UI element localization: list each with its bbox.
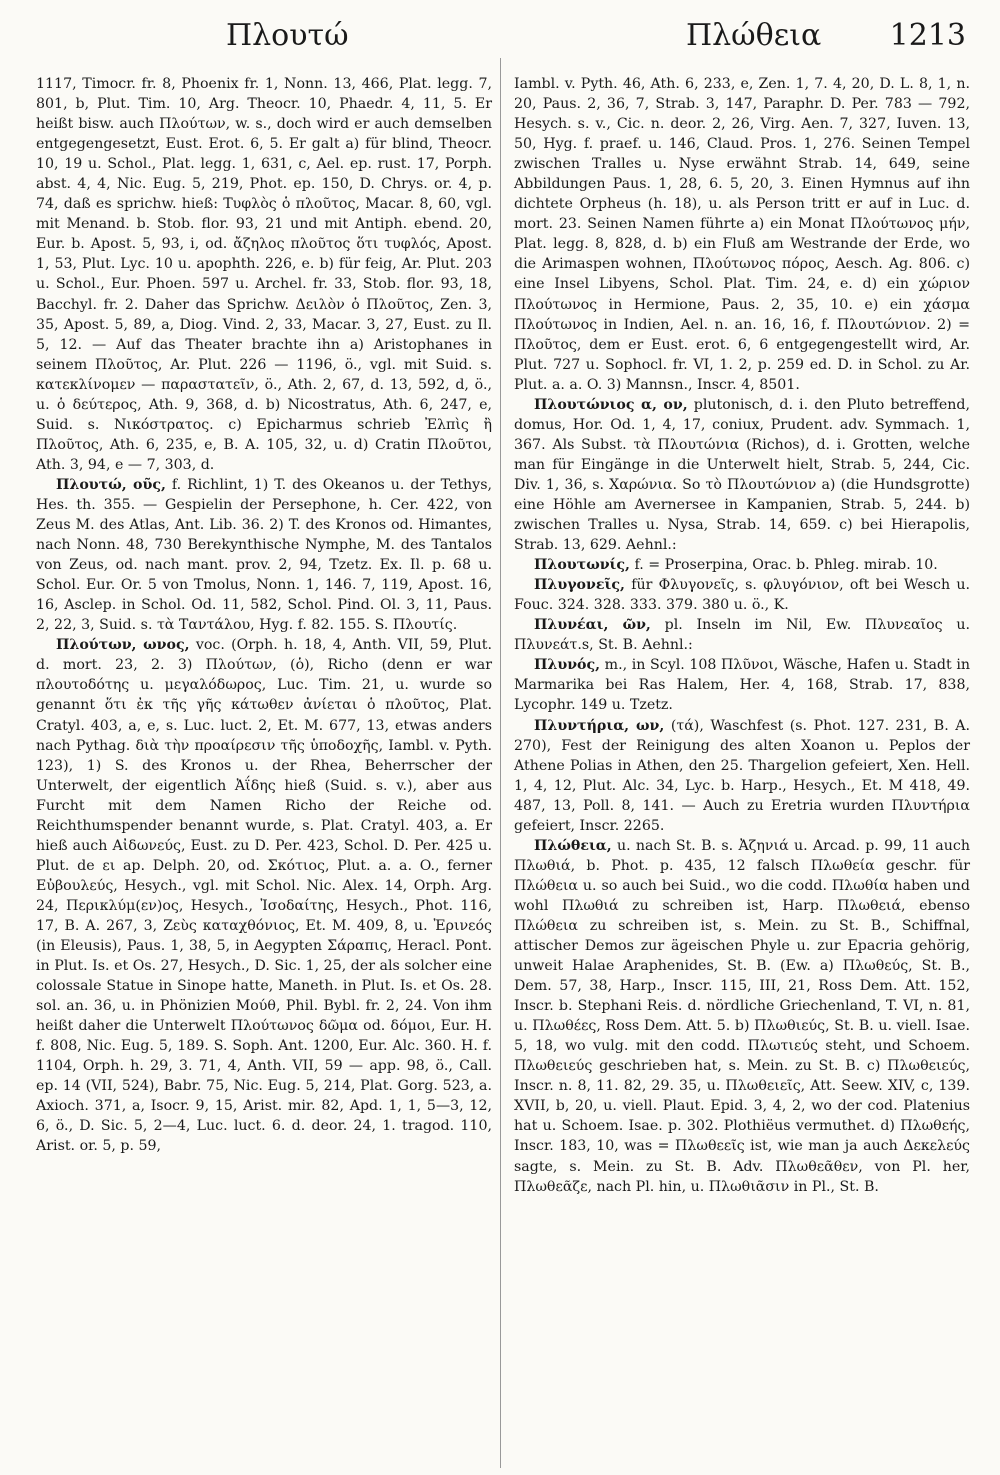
entry-text: für Φλυγονεῖς, s. φλυγόνιον, oft bei Wesch u. Fouc. 324. 328. 333. 379. 380 u. ö., K. xyxy=(514,577,970,614)
running-head-left: Πλουτώ xyxy=(226,18,349,53)
left-column xyxy=(36,74,492,1197)
dictionary-entry xyxy=(36,475,492,635)
running-head-right: Πλώθεια xyxy=(686,18,822,53)
entry-text: voc. (Orph. h. 18, 4, Anth. VII, 59, Plut. d. mort. 23, 2. 3) Πλούτων, (ὁ), Richo (denn er war πλουτοδότης u. μεγαλόδωρος, Luc. Tim. 21, u. wurde so genannt ὅτι ἐκ τῆς γῆς κάτωθεν ἀνίεται ὁ πλοῦτος, Plat. Cratyl. 403, a, e, s. Luc. luct. 2, Et. M. 677, 13, etwas anders nach Pythag. διὰ τὴν προαίρεσιν τῆς ὑποδοχῆς, Iambl. v. Pyth. 123), 1) S. des Kronos u. der Rhea, Beherrscher der Unterwelt, der eigentlich Ἀΐδης hieß (Suid. s. v.), aber aus Furcht mit dem Namen Richo der Reiche od. Reichthumspender benannt wurde, s. Plat. Cratyl. 403, a. Er hieß auch Αἰδωνεύς, Eust. zu D. Per. 423, Schol. D. Per. 425 u. Plut. de ει ap. Delph. 20, od. Σκότιος, Plut. a. a. O., ferner Εὐβουλεύς, Hesych., vgl. mit Schol. Nic. Alex. 14, Orph. Arg. 24, Περικλύμ(εν)ος, Hesych., Ἰσοδαίτης, Hesych., Phot. 116, 17, B. A. 267, 3, Ζεὺς καταχθόνιος, Et. M. 409, 8, u. Ἐρινεός (in Eleusis), Paus. 1, 38, 5, in Aegypten Σάραπις, Heracl. Pont. in Plut. Is. et Os. 27, Hesych., D. Sic. 1, 25, der als solcher eine colossale Statue in Sinope hatte, Maneth. in Plut. Is. et Os. 28. sol. an. 36, u. in Phönizien Μούθ, Phil. Bybl. fr. 2, 24. Von ihm heißt daher die Unterwelt Πλούτωνος δῶμα od. δόμοι, Eur. H. f. 808, Nic. Eug. 5, 189. S. Soph. Ant. 1200, Eur. Alc. 360. H. f. 1104, Orph. h. 29, 3. 71, 4, Anth. VII, 59 — app. 98, ö., Call. ep. 14 (VII, 524), Babr. 75, Nic. Eug. 5, 214, Plat. Gorg. 523, a. Axioch. 371, a, Isocr. 9, 15, Arist. mir. 82, Apd. 1, 1, 5—3, 12, 6, ö., D. Sic. 5, 2—4, Luc. luct. 6. d. deor. 24, 1. tragod. 110, Arist. or. 5, p. 59, xyxy=(36,637,493,1155)
dictionary-entry xyxy=(514,836,970,1197)
entry-text: plutonisch, d. i. den Pluto betreffend, domus, Hor. Od. 1, 4, 17, coniux, Prudent. adv. Symmach. 1, 367. Als Subst. τὰ Πλουτώνια (Richos), d. i. Grotten, welche man für Eingänge in die Unterwelt hielt, Strab. 5, 244, Cic. Div. 1, 36, s. Χαρώνια. So τὸ Πλουτώνιον a) (die Hundsgrotte) eine Höhle am Avernersee in Kampanien, Strab. 5, 244. b) zwischen Tralles u. Nysa, Strab. 14, 659. c) bei Hierapolis, Strab. 13, 629. Aehnl.: xyxy=(514,396,971,554)
dictionary-entry xyxy=(514,74,970,395)
entry-text: m., in Scyl. 108 Πλῦνοι, Wäsche, Hafen u. Stadt in Marmarika bei Ras Halem, Her. 4, 168, Strab. 17, 838, Lycophr. 149 u. Tzetz. xyxy=(514,657,970,714)
column-divider xyxy=(500,58,501,1468)
dictionary-entry xyxy=(36,635,492,1156)
entry-headword: Πλουτώ, οῦς, xyxy=(56,476,166,493)
entry-headword: Πλυντήρια, ων, xyxy=(534,717,665,734)
entry-headword: Πλουτώνιος α, ον, xyxy=(534,396,688,413)
entry-text: f. Richlint, 1) T. des Okeanos u. der Tethys, Hes. th. 355. — Gespielin der Persephone, h. Cer. 422, von Zeus M. des Atlas, Ant. Lib. 36. 2) T. des Kronos od. Himantes, nach Nonn. 48, 730 Berekynthische Nymphe, M. des Tantalos von Zeus, od. nach mant. prov. 2, 94, Tzetz. Ex. Il. p. 68 u. Schol. Eur. Or. 5 von Tmolus, Nonn. 1, 146. 7, 119, Apost. 16, 16, Asclep. in Schol. Od. 11, 582, Schol. Pind. Ol. 3, 11, Paus. 2, 22, 3, Suid. s. τὰ Ταντάλου, Hyg. f. 82. 155. S. Πλουτίς. xyxy=(36,476,492,634)
entry-headword: Πλώθεια, xyxy=(534,837,612,854)
dictionary-entry xyxy=(514,395,970,555)
dictionary-entry xyxy=(36,74,492,475)
entry-text: f. = Proserpina, Orac. b. Phleg. mirab. 10. xyxy=(630,557,938,574)
dictionary-entry xyxy=(514,615,970,655)
entry-headword: Πλυγονεῖς, xyxy=(534,577,625,594)
entry-headword: Πλυνέαι, ῶν, xyxy=(534,617,651,634)
entry-headword: Πλούτων, ωνος, xyxy=(56,637,190,654)
dictionary-entry xyxy=(514,575,970,615)
dictionary-entry xyxy=(514,555,970,575)
entry-text: Iambl. v. Pyth. 46, Ath. 6, 233, e, Zen. 1, 7. 4, 20, D. L. 8, 1, n. 20, Paus. 2, 36, 7, Strab. 3, 147, Paraphr. D. Per. 783 — 792, Hesych. s. v., Cic. n. deor. 2, 26, Virg. Aen. 7, 327, Iuven. 13, 50, Hyg. f. praef. u. 146, Claud. Pros. 1, 276. Seinen Tempel zwischen Tralles u. Nyse erwähnt Strab. 14, 649, seine Abbildungen Paus. 1, 28, 6. 5, 20, 3. Einen Hymnus auf ihn dichtete Orpheus (h. 18), u. als Person tritt er auf in Luc. d. mort. 23. Seinen Namen führte a) ein Monat Πλούτωνος μήν, Plat. legg. 8, 828, d. b) ein Fluß am Westrande der Erde, wo die Arimaspen wohnen, Πλούτωνος πόρος, Aesch. Ag. 806. c) eine Insel Libyens, Schol. Plat. Tim. 24, e. d) ein χώριον Πλούτωνος in Hermione, Paus. 2, 35, 10. e) ein χάσμα Πλούτωνος in Indien, Ael. n. an. 16, 16, f. Πλουτώνιον. 2) = Πλοῦτος, dem er Eust. erot. 6, 6 entgegengestellt wird, Ar. Plut. 727 u. Sophocl. fr. VI, 1. 2, p. 259 ed. D. in Schol. zu Ar. Plut. a. a. O. 3) Mannsn., Inscr. 4, 8501. xyxy=(514,76,970,393)
page-header xyxy=(36,14,970,58)
entry-text: pl. Inseln im Nil, Ew. Πλυνεαῖος u. Πλυνεάτ.s, St. B. Aehnl.: xyxy=(514,617,970,654)
entry-text: 1117, Timocr. fr. 8, Phoenix fr. 1, Nonn. 13, 466, Plat. legg. 7, 801, b, Plut. Tim. 10, Arg. Theocr. 10, Phaedr. 4, 11, 5. Er heißt bisw. auch Πλούτων, w. s., doch wird er auch demselben entgegengesetzt, Eust. Erot. 6, 5. Er galt a) für blind, Theocr. 10, 19 u. Schol., Plat. legg. 1, 631, c, Ael. ep. rust. 17, Porph. abst. 4, 4, Nic. Eug. 5, 219, Phot. ep. 150, D. Chrys. or. 4, p. 74, daß es sprichw. hieß: Τυφλὸς ὁ πλοῦτος, Macar. 8, 60, vgl. mit Menand. b. Stob. flor. 93, 21 und mit Antiph. ebend. 20, Eur. b. Apost. 5, 93, i, od. ἄζηλος πλοῦτος ὅτι τυφλός, Apost. 1, 53, Plut. Lyc. 10 u. apophth. 226, e. b) für feig, Ar. Plut. 203 u. Schol., Eur. Phoen. 597 u. Archel. fr. 33, Stob. flor. 93, 18, Bacchyl. fr. 2. Daher das Sprichw. Δειλὸν ὁ Πλοῦτος, Zen. 3, 35, Apost. 5, 89, a, Diog. Vind. 2, 33, Macar. 3, 27, Eust. zu Il. 5, 12. — Auf das Theater brachte ihn a) Aristophanes in seinem Πλοῦτος, Ar. Plut. 226 — 1196, ö., vgl. mit Suid. s. κατεκλίνομεν — παραστατεῖν, ö., Ath. 2, 67, d. 13, 592, d, ö., u. ὁ δεύτερος, Ath. 9, 368, d. b) Nicostratus, Ath. 6, 247, e, Suid. s. Νικόστρατος. c) Epicharmus schrieb Ἐλπὶς ἢ Πλοῦτος, Ath. 6, 235, e, B. A. 105, 32, u. d) Cratin Πλοῦτοι, Ath. 3, 94, e — 7, 303, d. xyxy=(36,76,492,473)
dictionary-entry xyxy=(514,716,970,836)
entry-headword: Πλυνός, xyxy=(534,657,601,674)
entry-headword: Πλουτωνίς, xyxy=(534,557,630,574)
entry-text: (τά), Waschfest (s. Phot. 127. 231, B. A. 270), Fest der Reinigung des alten Xoanon u. Peplos der Athene Polias in Athen, den 25. Thargelion gefeiert, Xen. Hell. 1, 4, 12, Plut. Alc. 34, Lyc. b. Harp., Hesych., Et. M 418, 49. 487, 13, Poll. 8, 141. — Auch zu Eretria wurden Πλυντήρια gefeiert, Inscr. 2265. xyxy=(514,717,970,834)
right-column xyxy=(514,74,970,1197)
entry-text: u. nach St. B. s. Ἀζηνιά u. Arcad. p. 99, 11 auch Πλωθιά, b. Phot. p. 435, 12 falsch Πλωθεία geschr. für Πλώθεια u. so auch bei Suid., wo die codd. Πλωθία haben und wohl Πλωθιά zu schreiben ist, Harp. Πλωθειά, ebenso Πλώθεια zu schreiben ist, s. Mein. zu St. B., Schiffnal, attischer Demos zur ägeischen Phyle u. zur Epacria gehörig, unweit Halae Araphenides, St. B. (Ew. a) Πλωθεύς, St. B., Dem. 57, 38, Harp., Inscr. 115, III, 21, Ross Dem. Att. 152, Inscr. b. Stephani Reis. d. nördliche Griechenland, T. VI, n. 81, u. Πλωθέες, Ross Dem. Att. 5. b) Πλωθιεύς, St. B. u. viell. Isae. 5, 18, wo vulg. mit den codd. Πλωτιεύς steht, und Schoem. Πλωθειεύς geschrieben hat, s. Mein. zu St. B. c) Πλωθειεύς, Inscr. n. 8, 11. 82, 29. 35, u. Πλωθειεῖς, Att. Seew. XIV, c, 139. XVII, b, 20, u. viell. Plaut. Epid. 3, 4, 2, wo der cod. Platenius hat u. Schoem. Isae. p. 302. Plothiëus vermuthet. d) Πλωθεής, Inscr. 183, 10, was = Πλωθεεῖς ist, wie man ja auch Δεκελεύς sagte, s. Mein. zu St. B. Adv. Πλωθεᾶθεν, von Pl. her, Πλωθεᾶζε, nach Pl. hin, u. Πλωθιᾶσιν in Pl., St. B. xyxy=(514,837,970,1195)
page-number: 1213 xyxy=(889,18,966,53)
columns xyxy=(36,74,970,1197)
dictionary-entry xyxy=(514,655,970,715)
